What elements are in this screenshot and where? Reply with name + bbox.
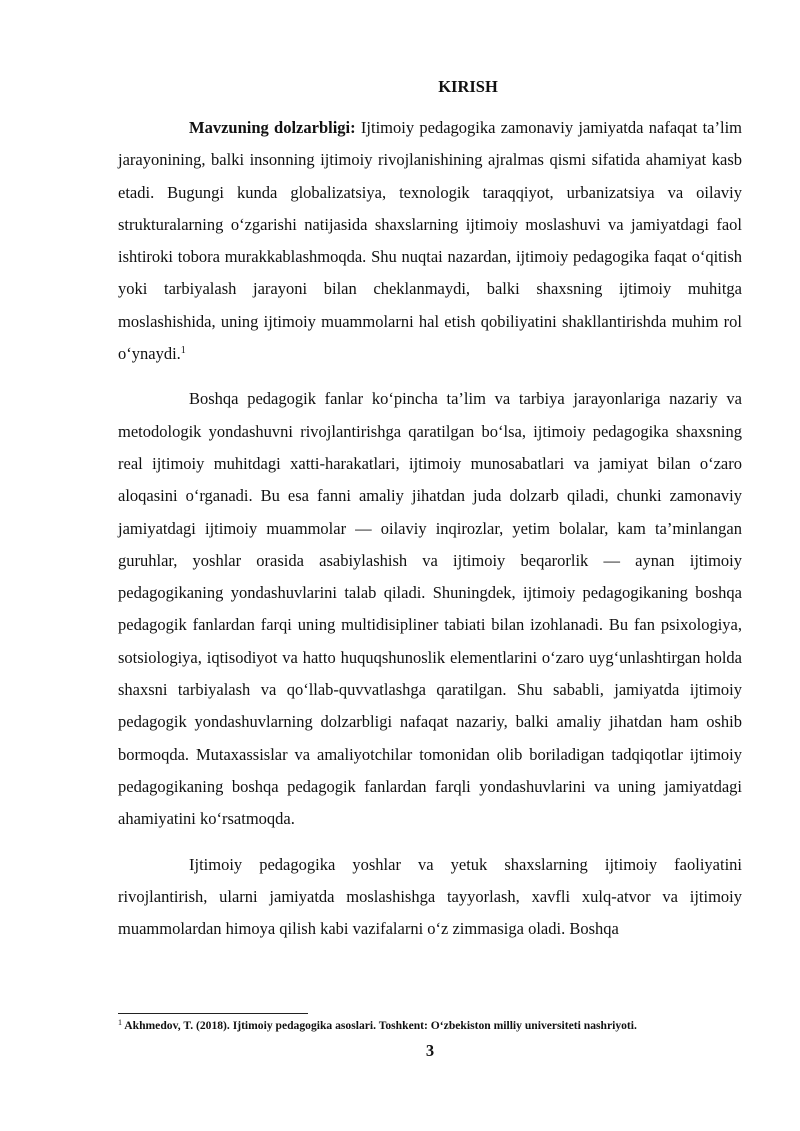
section-title: KIRISH (438, 77, 498, 96)
paragraph-text: Ijtimoiy pedagogika yoshlar va yetuk shaxslarning ijtimoiy faoliyatini rivojlantirish, ularni jamiyatda moslashishga tayyorlash, xavfli xulq-atvor va ijtimoiy muammolardan himoya qilish kabi vazifalarni o‘z zimmasiga oladi. Boshqa (118, 854, 742, 939)
paragraph-tasks (118, 849, 742, 946)
paragraph-text: Boshqa pedagogik fanlar ko‘pincha ta’lim va tarbiya jarayonlariga nazariy va metodologik yondashuvni rivojlantirishga qaratilgan bo‘lsa, ijtimoiy pedagogika shaxsning real ijtimoiy muhitdagi xatti-harakatlari, ijtimoiy munosabatlari va jamiyat bilan o‘zaro aloqasini o‘rganadi. Bu esa fanni amaliy jihatdan juda dolzarb qiladi, chunki zamonaviy jamiyatdagi ijtimoiy muammolar — oilaviy inqirozlar, yetim bolalar, kam ta’minlangan guruhlar, yoshlar orasida asabiylashish va ijtimoiy beqarorlik — aynan ijtimoiy pedagogikaning yondashuvlarini talab qiladi. Shuningdek, ijtimoiy pedagogikaning boshqa pedagogik fanlardan farqi uning multidisipliner tabiati bilan izohlanadi. Bu fan psixologiya, sotsiologiya, iqtisodiyot va hatto huquqshunoslik elementlarini o‘zaro uyg‘unlashtirgan holda shaxsni tarbiyalash va qo‘llab-quvvatlashga qaratilgan. Shu sababli, jamiyatda ijtimoiy pedagogik yondashuvlarning dolzarbligi nafaqat nazariy, balki amaliy jihatdan ham oshib bormoqda. Mutaxassislar va amaliyotchilar tomonidan olib boriladigan tadqiqotlar ijtimoiy pedagogikaning boshqa pedagogik fanlardan farqli yondashuvlarini va uning jamiyatdagi ahamiyatini ko‘rsatmoqda. (118, 389, 742, 829)
footnote (118, 1018, 758, 1034)
paragraph-relevance (118, 112, 742, 370)
paragraph-comparison (118, 383, 742, 835)
footnote-divider (118, 1013, 308, 1014)
footnote-marker: 1 (118, 1018, 122, 1027)
footnote-reference[interactable]: 1 (180, 345, 186, 357)
paragraph-text: Ijtimoiy pedagogika zamonaviy jamiyatda nafaqat ta’lim jarayonining, balki insonning ijtimoiy rivojlanishining ajralmas qismi sifatida ahamiyat kasb etadi. Bugungi kunda globalizatsiya, texnologik taraqqiyot, urbanizatsiya va oilaviy strukturalarning o‘zgarishi natijasida shaxslarning ijtimoiy moslashuvi va jamiyatdagi faol ishtiroki tobora murakkablashmoqda. Shu nuqtai nazardan, ijtimoiy pedagogika faqat o‘qitish yoki tarbiyalash jarayoni bilan cheklanmaydi, balki shaxsning ijtimoiy muhitga moslashishida, uning ijtimoiy muammolarni hal etish qobiliyatini shakllantirishda muhim rol o‘ynaydi. (118, 118, 743, 364)
document-page (118, 74, 742, 945)
footnote-text: Akhmedov, T. (2018). Ijtimoiy pedagogika asoslari. Toshkent: O‘zbekiston milliy universiteti nashriyoti. (122, 1019, 637, 1032)
paragraph-lead: Mavzuning dolzarbligi: (189, 118, 356, 137)
page-number: 3 (425, 1041, 435, 1060)
